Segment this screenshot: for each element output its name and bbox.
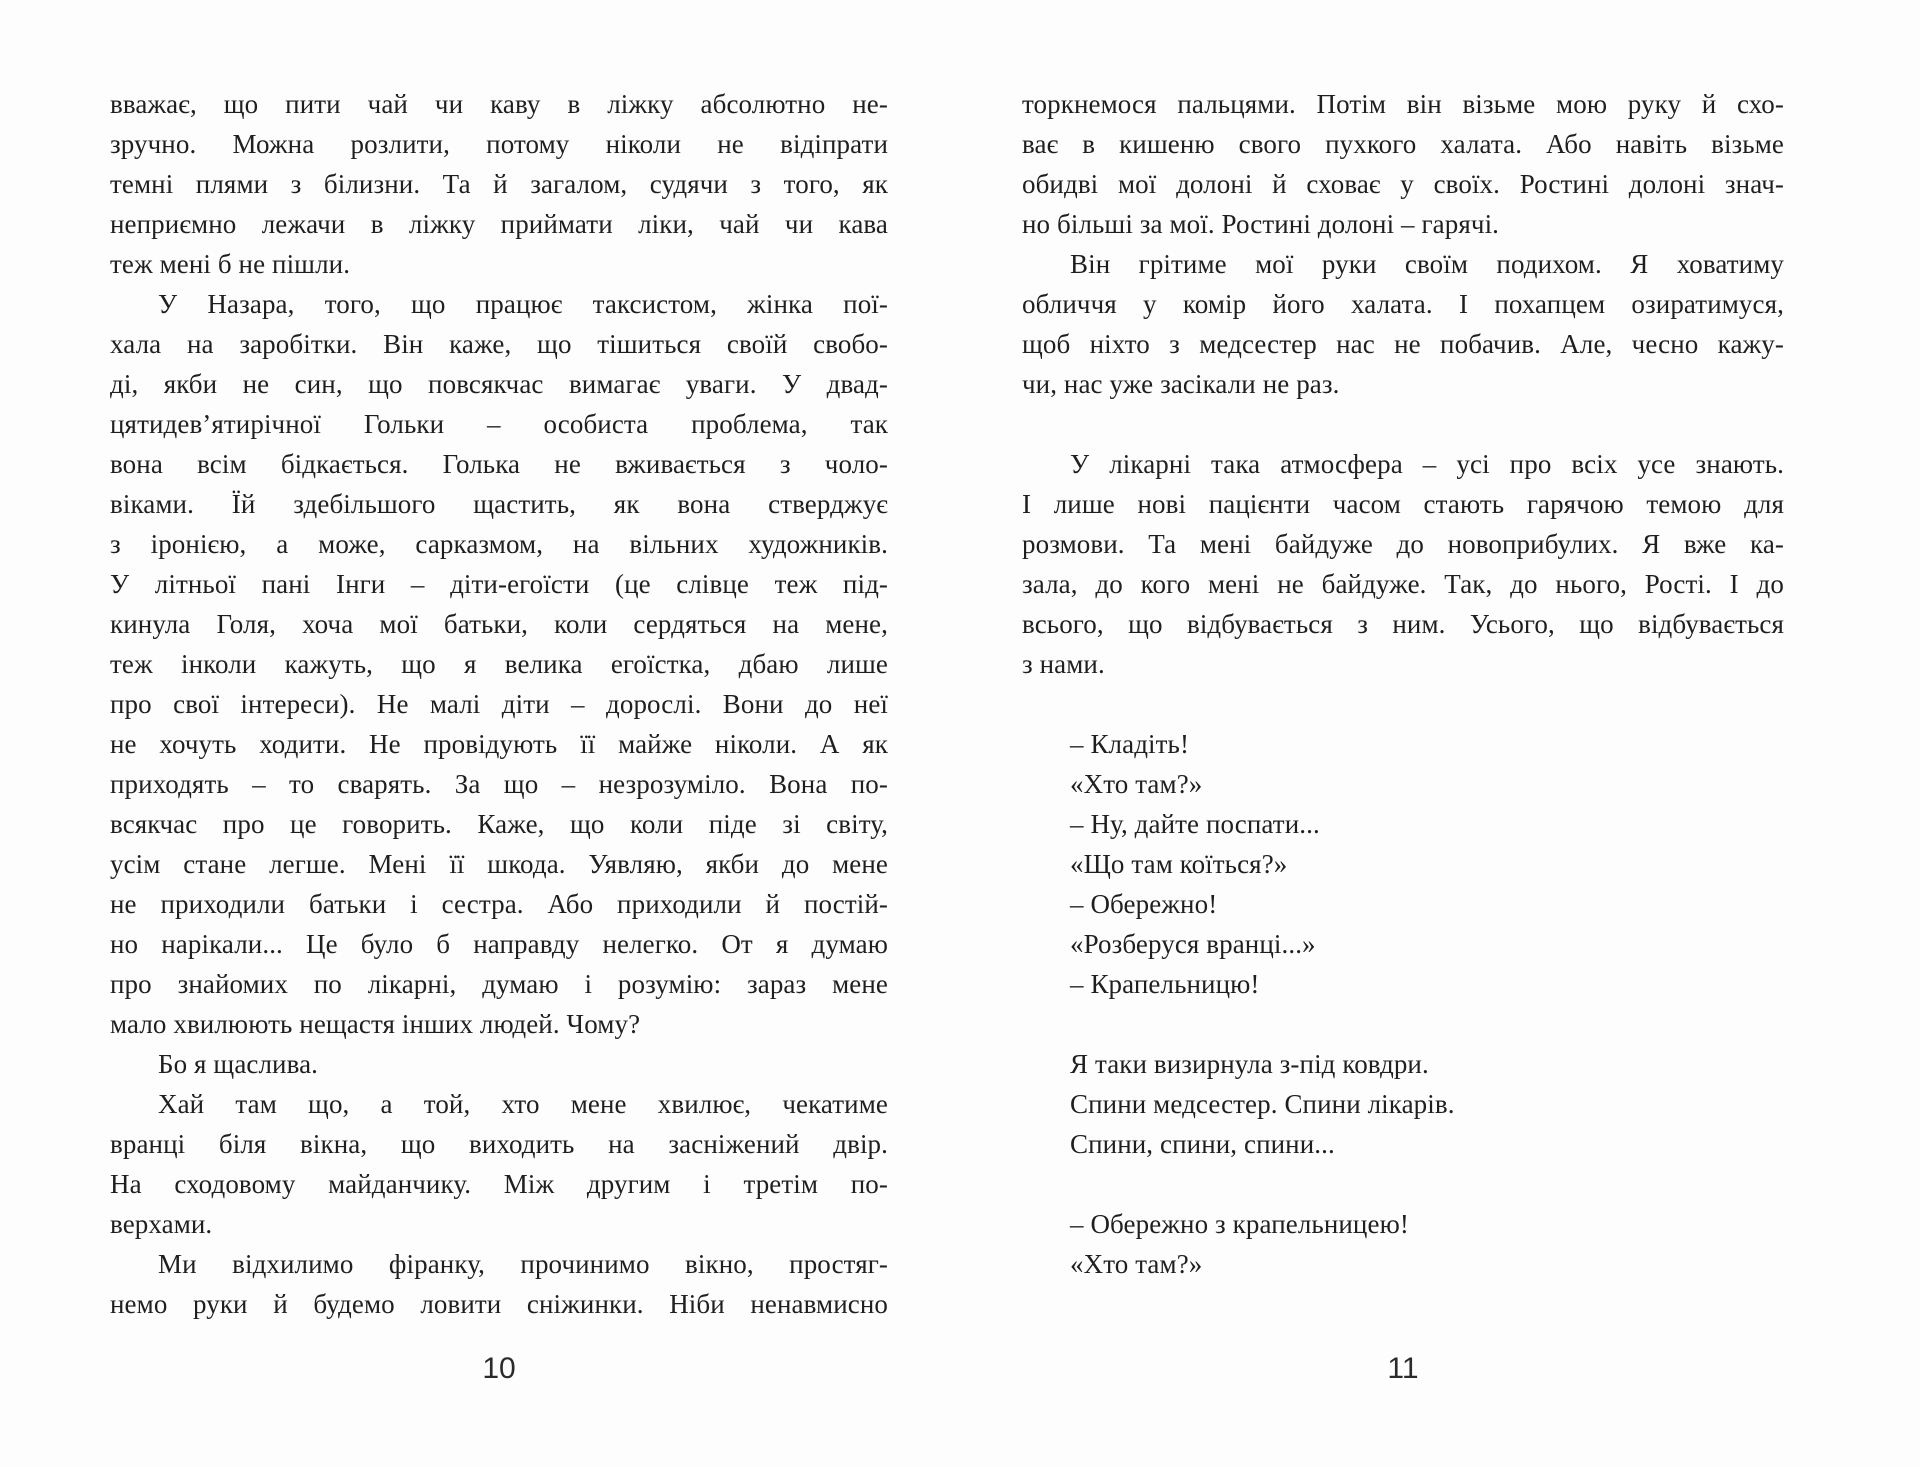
- text-line: вона всім бідкається. Голька не вживається з чоло-: [110, 449, 888, 479]
- text-line: «Що там коїться?»: [1070, 849, 1288, 879]
- text-line: приходять – то сварять. За що – незрозуміло. Вона по-: [110, 769, 888, 799]
- text-line: темні плями з білизни. Та й загалом, судячи з того, як: [110, 169, 888, 199]
- text-line: кинула Голя, хоча мої батьки, коли сердяться на мене,: [110, 609, 888, 639]
- text-line: – Крапельницю!: [1070, 969, 1260, 999]
- text-line: На сходовому майданчику. Між другим і третім по-: [110, 1169, 888, 1199]
- text-line: обличчя у комір його халата. І похапцем озиратимуся,: [1022, 289, 1784, 319]
- text-line: «Розберуся вранці...»: [1070, 929, 1316, 959]
- text-line: всього, що відбувається з ним. Усього, що відбувається: [1022, 609, 1784, 639]
- left-page-number: 10: [482, 1352, 516, 1385]
- right-page-text-block: [1022, 84, 1784, 1284]
- text-line: но нарікали... Це було б направду нелегко. От я думаю: [110, 929, 888, 959]
- text-line: І лише нові пацієнти часом стають гарячою темою для: [1022, 489, 1784, 519]
- text-line: торкнемося пальцями. Потім він візьме мою руку й схо-: [1022, 89, 1784, 119]
- text-line: вранці біля вікна, що виходить на засніжений двір.: [110, 1129, 888, 1159]
- text-line: розмови. Та мені байдуже до новоприбулих. Я вже ка-: [1022, 529, 1784, 559]
- text-line: віками. Їй здебільшого щастить, як вона стверджує: [110, 489, 888, 519]
- text-line: з нами.: [1022, 649, 1105, 679]
- text-line: У літньої пані Інги – діти-егоїсти (це слівце теж під-: [110, 569, 888, 599]
- left-page-text-block: [110, 84, 888, 1324]
- text-line: щоб ніхто з медсестер нас не побачив. Але, чесно кажу-: [1022, 329, 1784, 359]
- blank-line: [1022, 404, 1784, 444]
- text-line: Я таки визирнула з-під ковдри.: [1070, 1049, 1429, 1079]
- text-line: Хай там що, а той, хто мене хвилює, чекатиме: [158, 1089, 888, 1119]
- text-line: всякчас про це говорить. Каже, що коли піде зі світу,: [110, 809, 888, 839]
- text-line: Він грітиме мої руки своїм подихом. Я ховатиму: [1070, 249, 1784, 279]
- text-line: ді, якби не син, що повсякчас вимагає уваги. У двад-: [110, 369, 888, 399]
- text-line: Спини медсестер. Спини лікарів.: [1070, 1089, 1455, 1119]
- text-line: усім стане легше. Мені її шкода. Уявляю, якби до мене: [110, 849, 888, 879]
- text-line: хала на заробітки. Він каже, що тішиться своїй свобо-: [110, 329, 888, 359]
- text-line: У лікарні така атмосфера – усі про всіх усе знають.: [1070, 449, 1784, 479]
- text-line: обидві мої долоні й сховає у своїх. Ростині долоні знач-: [1022, 169, 1784, 199]
- text-line: «Хто там?»: [1070, 769, 1203, 799]
- text-line: теж мені б не пішли.: [110, 249, 351, 279]
- blank-line: [1022, 684, 1784, 724]
- blank-line: [1022, 1004, 1784, 1044]
- blank-line: [1022, 1164, 1784, 1204]
- text-line: верхами.: [110, 1209, 213, 1239]
- text-line: цятидев’ятирічної Гольки – особиста проблема, так: [110, 409, 888, 439]
- text-line: про знайомих по лікарні, думаю і розумію: зараз мене: [110, 969, 888, 999]
- text-line: теж інколи кажуть, що я велика егоїстка, дбаю лише: [110, 649, 888, 679]
- text-line: з іронією, а може, сарказмом, на вільних художників.: [110, 529, 888, 559]
- text-line: зала, до кого мені не байдуже. Так, до нього, Рості. І до: [1022, 569, 1784, 599]
- text-line: ває в кишеню свого пухкого халата. Або навіть візьме: [1022, 129, 1784, 159]
- text-line: мало хвилюють нещастя інших людей. Чому?: [110, 1009, 641, 1039]
- text-line: – Обережно з крапельницею!: [1070, 1209, 1409, 1239]
- text-line: Ми відхилимо фіранку, прочинимо вікно, простяг-: [158, 1249, 888, 1279]
- text-line: У Назара, того, що працює таксистом, жінка пої-: [158, 289, 888, 319]
- text-line: – Кладіть!: [1070, 729, 1190, 759]
- text-line: – Обережно!: [1070, 889, 1218, 919]
- text-line: «Хто там?»: [1070, 1249, 1203, 1279]
- right-page-number: 11: [1387, 1352, 1419, 1385]
- text-line: чи, нас уже засікали не раз.: [1022, 369, 1340, 399]
- text-line: немо руки й будемо ловити сніжинки. Ніби ненавмисно: [110, 1289, 888, 1319]
- text-line: не приходили батьки і сестра. Або приходили й постій-: [110, 889, 888, 919]
- text-line: – Ну, дайте поспати...: [1070, 809, 1320, 839]
- text-line: Спини, спини, спини...: [1070, 1129, 1335, 1159]
- text-line: неприємно лежачи в ліжку приймати ліки, чай чи кава: [110, 209, 888, 239]
- text-line: но більші за мої. Ростині долоні – гарячі.: [1022, 209, 1500, 239]
- text-line: про свої інтереси). Не малі діти – дорослі. Вони до неї: [110, 689, 888, 719]
- text-line: вважає, що пити чай чи каву в ліжку абсолютно не-: [110, 89, 888, 119]
- text-line: Бо я щаслива.: [158, 1049, 319, 1079]
- text-line: зручно. Можна розлити, потому ніколи не відіпрати: [110, 129, 888, 159]
- text-line: не хочуть ходити. Не провідують її майже ніколи. А як: [110, 729, 888, 759]
